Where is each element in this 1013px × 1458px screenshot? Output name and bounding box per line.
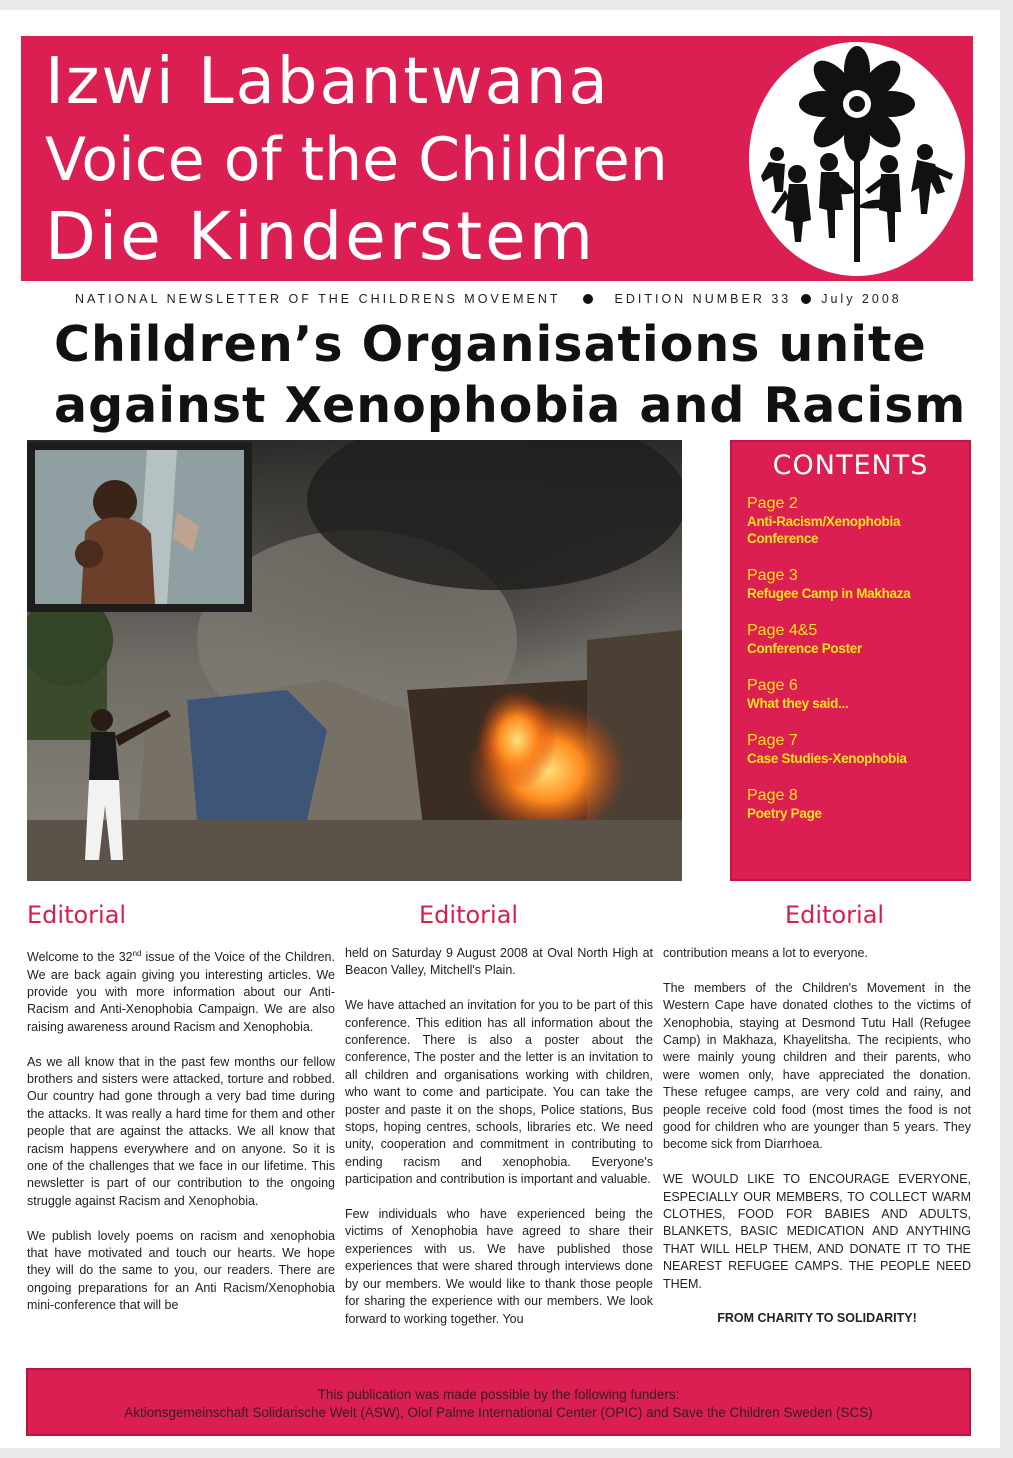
main-headline [54, 314, 974, 436]
editorial-heading-col-3: Editorial [785, 901, 885, 929]
toc-topic-line: Case Studies-Xenophobia [747, 751, 907, 766]
editorial-column-2 [345, 945, 653, 1345]
bullet-dot-icon [583, 294, 593, 304]
editorial-column-1 [27, 945, 335, 1332]
funders-intro: This publication was made possible by the following funders: [317, 1387, 680, 1402]
toc-page-number: Page 6 [747, 677, 798, 694]
masthead [21, 36, 973, 281]
masthead-title-zulu: Izwi Labantwana [45, 45, 610, 119]
editorial-paragraph: We have attached an invitation for you to be part of this conference. This edition has all information about the conference. There is also a poster about the conference, The poster and the letter is an invitation to all children and organisations working with children, who want to come and participate. You can take the poster and paste it on the shops, Police stations, Bus stops, hoping centres, schools, libraries etc. We need unity, cooperation and commitment in contributing to ending racism and xenophobia. Everyone's participation and contribution is important and valuable. [345, 998, 653, 1187]
funders-footer [26, 1368, 971, 1436]
toc-page-number: Page 4&5 [747, 622, 818, 639]
contents-panel [730, 440, 971, 881]
editorial-column-3 [663, 945, 971, 1345]
toc-item-page-2[interactable] [747, 494, 967, 547]
bus-window-inset-photo [27, 442, 252, 612]
editorial-paragraph [27, 945, 335, 1036]
toc-topic-line: Anti-Racism/Xenophobia [747, 514, 901, 529]
editorial-paragraph: Few individuals who have experienced being the victims of Xenophobia have agreed to share their experiences with us. We have published those experiences that were shared through interviews done by our members. We would like to thank those people for sharing the experience with our members. We look forward to working together. You [345, 1207, 653, 1326]
bullet-dot-icon [801, 294, 811, 304]
toc-page-number: Page 2 [747, 495, 798, 512]
headline-line-1: Children’s Organisations unite [54, 316, 927, 373]
ordinal-suffix: nd [132, 949, 142, 958]
toc-topic-line: Conference Poster [747, 641, 862, 656]
masthead-title-afrikaans: Die Kinderstem [45, 198, 596, 275]
toc-page-number: Page 8 [747, 787, 798, 804]
burning-shack-photo [27, 440, 682, 881]
editorial-paragraph: contribution means a lot to everyone. [663, 946, 868, 960]
editorial-paragraph: held on Saturday 9 August 2008 at Oval North High at Beacon Valley, Mitchell's Plain. [345, 946, 653, 978]
toc-page-number: Page 7 [747, 732, 798, 749]
editorial-paragraph: We publish lovely poems on racism and xenophobia that have motivated and touch our hearts. We hope they will do the same to you, our readers. There are ongoing preparations for an Anti Racism/Xenophobia mini-conference that will be [27, 1228, 335, 1313]
editorial-call-to-action: WE WOULD LIKE TO ENCOURAGE EVERYONE, ESPECIALLY OUR MEMBERS, TO COLLECT WARM CLOTHES, FOOD FOR BABIES AND ADULTS, BLANKETS, BASIC MEDICATION AND ANYTHING THAT WILL HELP THEM, AND DONATE IT TO THE NEAREST REFUGEE CAMPS. THE PEOPLE NEED THEM. [663, 1172, 971, 1291]
editorial-heading-col-2: Editorial [419, 901, 519, 929]
funders-list: Aktionsgemeinschaft Solidarische Welt (ASW), Olof Palme International Center (OPIC) and Save the Children Sweden (SCS) [124, 1405, 873, 1420]
contents-list [747, 494, 967, 841]
toc-item-page-4-5[interactable] [747, 621, 967, 657]
toc-item-page-6[interactable] [747, 676, 967, 712]
toc-item-page-7[interactable] [747, 731, 967, 767]
toc-item-page-8[interactable] [747, 786, 967, 822]
editorial-paragraph: As we all know that in the past few months our fellow brothers and sisters were attacked, torture and robbed. Our country had gone through a very bad time during the attacks. It was really a hard time for them and other people that are against the attacks. We all know that racism happens everywhere and on anyone. So it is one of the challenges that we face in our lifetime. This newsletter is part of our contribution to the ongoing struggle against Racism and Xenophobia. [27, 1054, 335, 1208]
paragraph-text: issue of the Voice of the Children. We are back again giving you interesting articles. We provide you with more information about our Anti-Racism and Anti-Xenophobia Campaign. We are also raising awareness around Racism and Xenophobia. [27, 950, 335, 1034]
toc-page-number: Page 3 [747, 567, 798, 584]
toc-topic-line: What they said... [747, 696, 849, 711]
edition-date: July 2008 [821, 292, 902, 306]
editorial-heading-col-1: Editorial [27, 901, 127, 929]
headline-line-2: against Xenophobia and Racism [54, 377, 967, 434]
paragraph-text: Welcome to the 32 [27, 950, 133, 965]
logo-graphic [749, 42, 965, 276]
masthead-title-english: Voice of the Children [45, 125, 668, 195]
edition-number: EDITION NUMBER 33 [614, 292, 792, 306]
editorial-slogan: FROM CHARITY TO SOLIDARITY! [717, 1311, 917, 1326]
bus-window-inset-graphic [27, 442, 252, 612]
toc-topic-line: Refugee Camp in Makhaza [747, 586, 911, 601]
toc-topic-line: Conference [747, 531, 819, 546]
newsletter-page [0, 10, 1000, 1448]
sunflower-children-circle-logo [749, 42, 965, 276]
toc-topic-line: Poetry Page [747, 806, 822, 821]
editorial-paragraph: The members of the Children's Movement in the Western Cape have donated clothes to the victims of Xenophobia, staying at Desmond Tutu Hall (Refugee Camp) in Makhaza, Khayelitsha. The recipients, who were mainly young children and their parents, who were women only, have appreciated the donation. These refugee camps, are very cold and rainy, and people receive cold food (most times the food is not good for children who are younger than 5 years. They become sick from Diarrhoea. [663, 980, 971, 1152]
strap-title: NATIONAL NEWSLETTER OF THE CHILDRENS MOVEMENT [75, 292, 561, 306]
newsletter-strapline [75, 292, 935, 306]
contents-title: CONTENTS [772, 450, 929, 481]
toc-item-page-3[interactable] [747, 566, 967, 602]
